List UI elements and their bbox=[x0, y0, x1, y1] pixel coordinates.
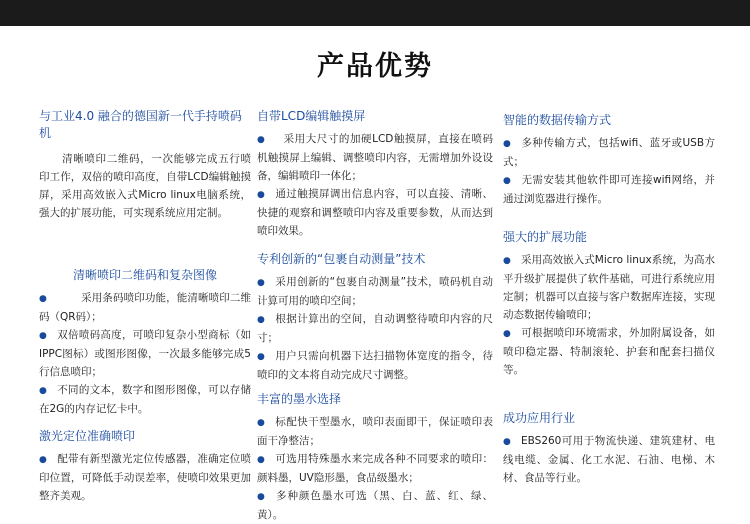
bullet-icon: ● bbox=[39, 294, 47, 304]
bullet-item: ● 采用大尺寸的加硬LCD触摸屏，直接在喷码机触摸屏上编辑、调整喷印内容，无需增加外设设备，编辑喷印一体化； bbox=[257, 133, 493, 182]
bullet-icon: ● bbox=[39, 386, 47, 396]
bullet-icon: ● bbox=[257, 315, 265, 325]
section-heading: 专利创新的“包裹自动测量”技术 bbox=[257, 252, 426, 266]
section-data-transfer bbox=[503, 112, 715, 208]
bullet-icon: ● bbox=[503, 329, 511, 339]
top-bar bbox=[0, 0, 750, 26]
bullet-item: ● 可选用特殊墨水来完成各种不同要求的喷印：颜料墨，UV隐形墨，食品级墨水； bbox=[257, 453, 493, 484]
bullet-item: ● 无需安装其他软件即可连接wifi网络，并通过浏览器进行操作。 bbox=[503, 174, 715, 205]
bullet-item: ● 不同的文本，数字和图形图像，可以存储在2G的内存记忆卡中。 bbox=[39, 384, 251, 415]
section-heading: 自带LCD编辑触摸屏 bbox=[257, 109, 366, 123]
section-heading: 强大的扩展功能 bbox=[503, 230, 588, 244]
bullet-icon: ● bbox=[257, 418, 265, 428]
bullet-icon: ● bbox=[39, 331, 47, 341]
section-industry40 bbox=[39, 108, 251, 222]
bullet-item: ● 双倍喷码高度，可喷印复杂小型商标（如IPPC图标）或图形图像，一次最多能够完成5行信息喷印； bbox=[39, 329, 251, 378]
bullet-item: ● 配带有新型激光定位传感器，准确定位喷印位置，可降低手动误差率，使喷印效果更加整齐美观。 bbox=[39, 453, 251, 502]
bullet-item: ● 采用条码喷印功能，能清晰喷印二维码（QR码）； bbox=[39, 292, 251, 323]
section-body: 清晰喷印二维码，一次能够完成五行喷印工作，双倍的喷印高度，自带LCD编辑触摸屏，采用高效嵌入式Micro linux电脑系统，强大的扩展功能，可实现系统应用定制。 bbox=[39, 153, 251, 219]
section-ink-options bbox=[257, 391, 493, 524]
bullet-item: ● 多种传输方式，包括wifi、蓝牙或USB方式； bbox=[503, 137, 715, 168]
bullet-icon: ● bbox=[257, 278, 265, 288]
section-qr-printing bbox=[39, 267, 251, 418]
bullet-item: ● 采用创新的“包裹自动测量”技术，喷码机自动计算可用的喷印空间； bbox=[257, 276, 493, 307]
section-heading: 丰富的墨水选择 bbox=[257, 392, 342, 406]
bullet-item: ● 通过触摸屏调出信息内容，可以直接、清晰、快捷的观察和调整喷印内容及重要参数，从而达到喷印效果。 bbox=[257, 188, 493, 237]
bullet-icon: ● bbox=[257, 455, 265, 465]
section-industries bbox=[503, 410, 715, 487]
bullet-item: ● 可根据喷印环境需求，外加附属设备，如喷印稳定器、特制滚轮、护套和配套扫描仪等。 bbox=[503, 327, 715, 376]
bullet-item: ● 多种颜色墨水可选（黑、白、蓝、红、绿、黄）。 bbox=[257, 490, 493, 521]
bullet-item: ● EBS260可用于物流快递、建筑建材、电线电缆、金属、化工水泥、石油、电梯、木材、食品等行业。 bbox=[503, 435, 715, 484]
bullet-icon: ● bbox=[257, 135, 265, 145]
page-title: 产品优势 bbox=[317, 51, 433, 82]
bullet-icon: ● bbox=[257, 492, 265, 502]
section-heading: 成功应用行业 bbox=[503, 411, 576, 425]
section-heading: 激光定位准确喷印 bbox=[39, 429, 136, 443]
bullet-icon: ● bbox=[39, 455, 47, 465]
bullet-icon: ● bbox=[503, 437, 511, 447]
bullet-icon: ● bbox=[503, 256, 511, 266]
section-laser-positioning bbox=[39, 428, 251, 505]
bullet-item: ● 根据计算出的空间，自动调整待喷印内容的尺寸； bbox=[257, 313, 493, 344]
bullet-icon: ● bbox=[257, 190, 265, 200]
section-heading: 与工业4.0 融合的德国新一代手持喷码机 bbox=[39, 109, 242, 140]
section-auto-measure bbox=[257, 251, 493, 384]
section-lcd-touchscreen bbox=[257, 108, 493, 240]
bullet-icon: ● bbox=[503, 176, 511, 186]
section-expansion bbox=[503, 229, 715, 379]
bullet-icon: ● bbox=[257, 352, 265, 362]
section-heading: 智能的数据传输方式 bbox=[503, 113, 612, 127]
bullet-item: ● 用户只需向机器下达扫描物体宽度的指令，待喷印的文本将自动完成尺寸调整。 bbox=[257, 350, 493, 381]
bullet-item: ● 采用高效嵌入式Micro linux系统，为高水平升级扩展提供了软件基础，可进行系统应用定制；机器可以直接与客户数据库连接，实现动态数据传输喷印； bbox=[503, 254, 715, 321]
bullet-icon: ● bbox=[503, 139, 511, 149]
section-heading: 清晰喷印二维码和复杂图像 bbox=[72, 268, 217, 282]
bullet-item: ● 标配快干型墨水，喷印表面即干，保证喷印表面干净整洁； bbox=[257, 416, 493, 447]
